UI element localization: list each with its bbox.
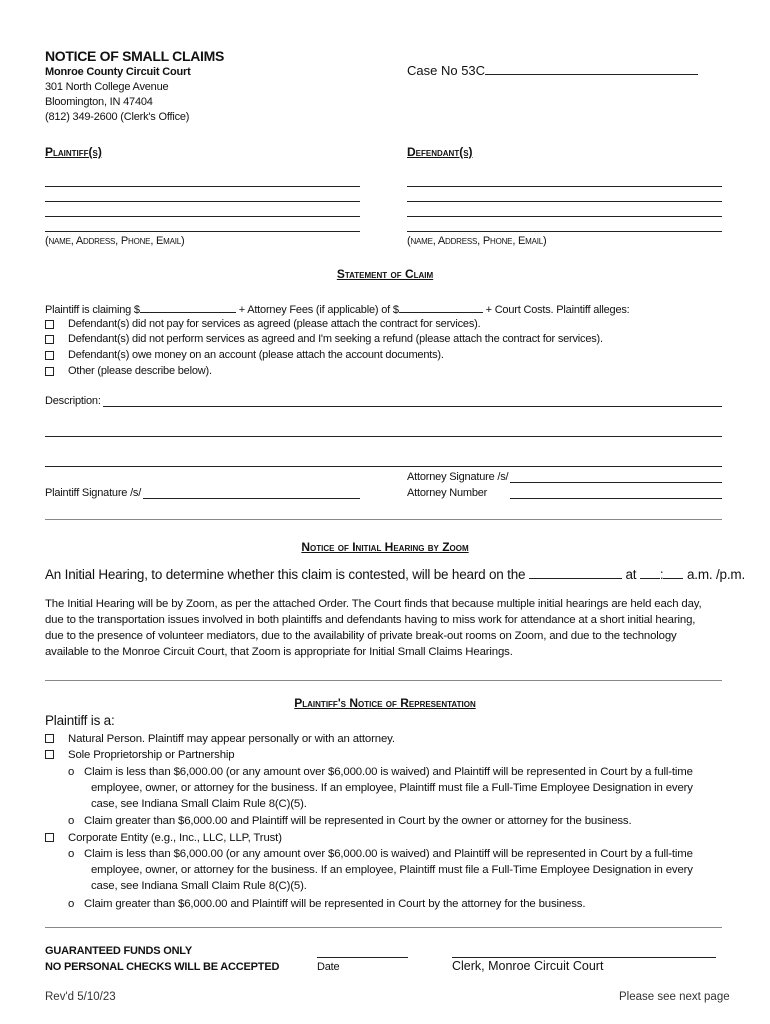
sub-bullet-icon[interactable]: o xyxy=(68,848,75,860)
section-divider-2 xyxy=(45,680,722,681)
natural-person-checkbox[interactable] xyxy=(45,734,54,743)
next-page-note: Please see next page xyxy=(619,991,730,1003)
case-number-label: Case No 53C xyxy=(407,63,486,78)
court-address-line1: 301 North College Avenue xyxy=(45,81,169,93)
corp-sub1-line: Claim is less than $6,000.00 (or any amount over $6,000.00 is waived) and Plaintiff will be represented in Court by a full-time xyxy=(84,848,693,860)
claim-option-1-checkbox[interactable] xyxy=(45,320,54,329)
date-field[interactable] xyxy=(317,957,408,958)
defendant-caption: (name, Address, Phone, Email) xyxy=(407,235,547,247)
claim-amount-field[interactable] xyxy=(140,302,236,313)
form-title: NOTICE OF SMALL CLAIMS xyxy=(45,48,225,64)
clerk-label: Clerk, Monroe Circuit Court xyxy=(452,959,604,973)
plaintiff-line-2[interactable] xyxy=(45,201,360,202)
hearing-paragraph-line: available to the Monroe Circuit Court, that Zoom is appropriate for Initial Small Claims Hearings. xyxy=(45,646,513,658)
funds-notice-line2: NO PERSONAL CHECKS WILL BE ACCEPTED xyxy=(45,961,280,973)
claim-option-3-checkbox[interactable] xyxy=(45,351,54,360)
clerk-signature-field[interactable] xyxy=(452,957,716,958)
sole-sub1-line: employee, owner, or attorney for the business. If an employee, Plaintiff must file a Full-Time Employee Designation in every xyxy=(91,782,693,794)
description-line-3[interactable] xyxy=(45,466,722,467)
claim-option-1-label: Defendant(s) did not pay for services as agreed (please attach the contract for services). xyxy=(68,318,481,330)
claim-option-2 xyxy=(45,333,603,345)
plaintiff-label: Plaintiff(s) xyxy=(45,145,102,159)
hearing-text-2: at xyxy=(625,567,637,582)
corp-sub1-line: case, see Indiana Small Claim Rule 8(C)(5). xyxy=(91,880,307,892)
hearing-paragraph-line: due to the transportation issues involved in both plaintiffs and defendants having to miss work for attendance at a short initial hearing, xyxy=(45,614,696,626)
attorney-number-field[interactable] xyxy=(510,498,722,499)
claim-option-2-checkbox[interactable] xyxy=(45,335,54,344)
hearing-date-line: An Initial Hearing, to determine whether this claim is contested, will be heard on the at : a.m. /p.m. xyxy=(45,567,745,582)
plaintiff-line-4[interactable] xyxy=(45,231,360,232)
plaintiff-signature-label: Plaintiff Signature /s/ xyxy=(45,487,142,499)
claim-option-3 xyxy=(45,349,444,361)
claim-option-4 xyxy=(45,365,212,377)
corp-sub2-label: Claim greater than $6,000.00 and Plaintiff will be represented in Court by the attorney for the business. xyxy=(84,898,586,910)
defendant-line-1[interactable] xyxy=(407,186,722,187)
corporate-checkbox[interactable] xyxy=(45,833,54,842)
corporate-sub2 xyxy=(68,896,585,912)
sole-prop-option xyxy=(45,747,234,763)
court-name: Monroe County Circuit Court xyxy=(45,66,191,78)
sole-sub1-line: case, see Indiana Small Claim Rule 8(C)(5). xyxy=(91,798,307,810)
claim-text-3: + Court Costs. Plaintiff alleges: xyxy=(485,304,630,316)
representation-heading: Plaintiff's Notice of Representation xyxy=(294,696,476,710)
defendant-line-4[interactable] xyxy=(407,231,722,232)
sub-bullet-icon[interactable]: o xyxy=(68,898,75,910)
sole-prop-label: Sole Proprietorship or Partnership xyxy=(68,749,235,761)
sub-bullet-icon[interactable]: o xyxy=(68,766,75,778)
hearing-paragraph xyxy=(45,596,702,660)
hearing-hour-field[interactable] xyxy=(640,566,660,579)
sole-prop-sub2 xyxy=(68,813,631,829)
natural-person-label: Natural Person. Plaintiff may appear personally or with an attorney. xyxy=(68,733,395,745)
claim-option-4-label: Other (please describe below). xyxy=(68,365,212,377)
court-phone: (812) 349-2600 (Clerk's Office) xyxy=(45,111,190,123)
hearing-date-field[interactable] xyxy=(529,566,622,579)
defendant-line-3[interactable] xyxy=(407,216,722,217)
corporate-option xyxy=(45,830,282,846)
sole-prop-checkbox[interactable] xyxy=(45,750,54,759)
sole-sub2-label: Claim greater than $6,000.00 and Plaintiff will be represented in Court by the owner or attorney for the business. xyxy=(84,815,632,827)
revision-date: Rev'd 5/10/23 xyxy=(45,991,116,1003)
defendant-label: Defendant(s) xyxy=(407,145,473,159)
representation-intro: Plaintiff is a: xyxy=(45,713,115,728)
defendant-line-2[interactable] xyxy=(407,201,722,202)
hearing-text-1: An Initial Hearing, to determine whether this claim is contested, will be heard on the xyxy=(45,567,526,582)
hearing-heading: Notice of Initial Hearing by Zoom xyxy=(301,540,469,554)
corporate-sub1 xyxy=(68,846,693,894)
attorney-signature-field[interactable] xyxy=(510,482,722,483)
funds-notice-line1: GUARANTEED FUNDS ONLY xyxy=(45,945,192,957)
description-line-1[interactable] xyxy=(103,406,722,407)
plaintiff-line-1[interactable] xyxy=(45,186,360,187)
section-divider-1 xyxy=(45,519,722,520)
hearing-text-3: a.m. /p.m. xyxy=(686,567,745,582)
description-line-2[interactable] xyxy=(45,436,722,437)
corporate-label: Corporate Entity (e.g., Inc., LLC, LLP, Trust) xyxy=(68,832,282,844)
court-address-line2: Bloomington, IN 47404 xyxy=(45,96,153,108)
sole-sub1-line: Claim is less than $6,000.00 (or any amount over $6,000.00 is waived) and Plaintiff will be represented in Court by a full-time xyxy=(84,766,693,778)
corp-sub1-line: employee, owner, or attorney for the business. If an employee, Plaintiff must file a Full-Time Employee Designation in every xyxy=(91,864,693,876)
sub-bullet-icon[interactable]: o xyxy=(68,815,75,827)
plaintiff-line-3[interactable] xyxy=(45,216,360,217)
plaintiff-signature-field[interactable] xyxy=(143,498,360,499)
claim-option-2-label: Defendant(s) did not perform services as agreed and I'm seeking a refund (please attach the contract for services). xyxy=(68,333,603,345)
statement-heading: Statement of Claim xyxy=(336,267,434,281)
section-divider-3 xyxy=(45,927,722,928)
claim-option-4-checkbox[interactable] xyxy=(45,367,54,376)
natural-person-option xyxy=(45,731,395,747)
hearing-paragraph-line: due to the presence of volunteer mediators, due to the availability of private break-out rooms on Zoom, and due to the technology xyxy=(45,630,677,642)
hearing-paragraph-line: The Initial Hearing will be by Zoom, as per the attached Order. The Court finds that because multiple initial hearings are held each day, xyxy=(45,598,702,610)
plaintiff-caption: (name, Address, Phone, Email) xyxy=(45,235,185,247)
claim-text-1: Plaintiff is claiming $ xyxy=(45,304,140,316)
hearing-minute-field[interactable] xyxy=(663,566,683,579)
claim-option-3-label: Defendant(s) owe money on an account (please attach the account documents). xyxy=(68,349,444,361)
attorney-signature-label: Attorney Signature /s/ xyxy=(407,471,509,483)
sole-prop-sub1 xyxy=(68,764,693,812)
attorney-fees-field[interactable] xyxy=(399,302,483,313)
description-label: Description: xyxy=(45,395,101,407)
claim-amount-line xyxy=(45,302,630,316)
claim-option-1 xyxy=(45,318,480,330)
claim-text-2: + Attorney Fees (if applicable) of $ xyxy=(238,304,399,316)
case-number-field[interactable] xyxy=(485,64,698,75)
date-label: Date xyxy=(317,961,340,973)
attorney-number-label: Attorney Number xyxy=(407,487,488,499)
case-number xyxy=(407,63,698,78)
